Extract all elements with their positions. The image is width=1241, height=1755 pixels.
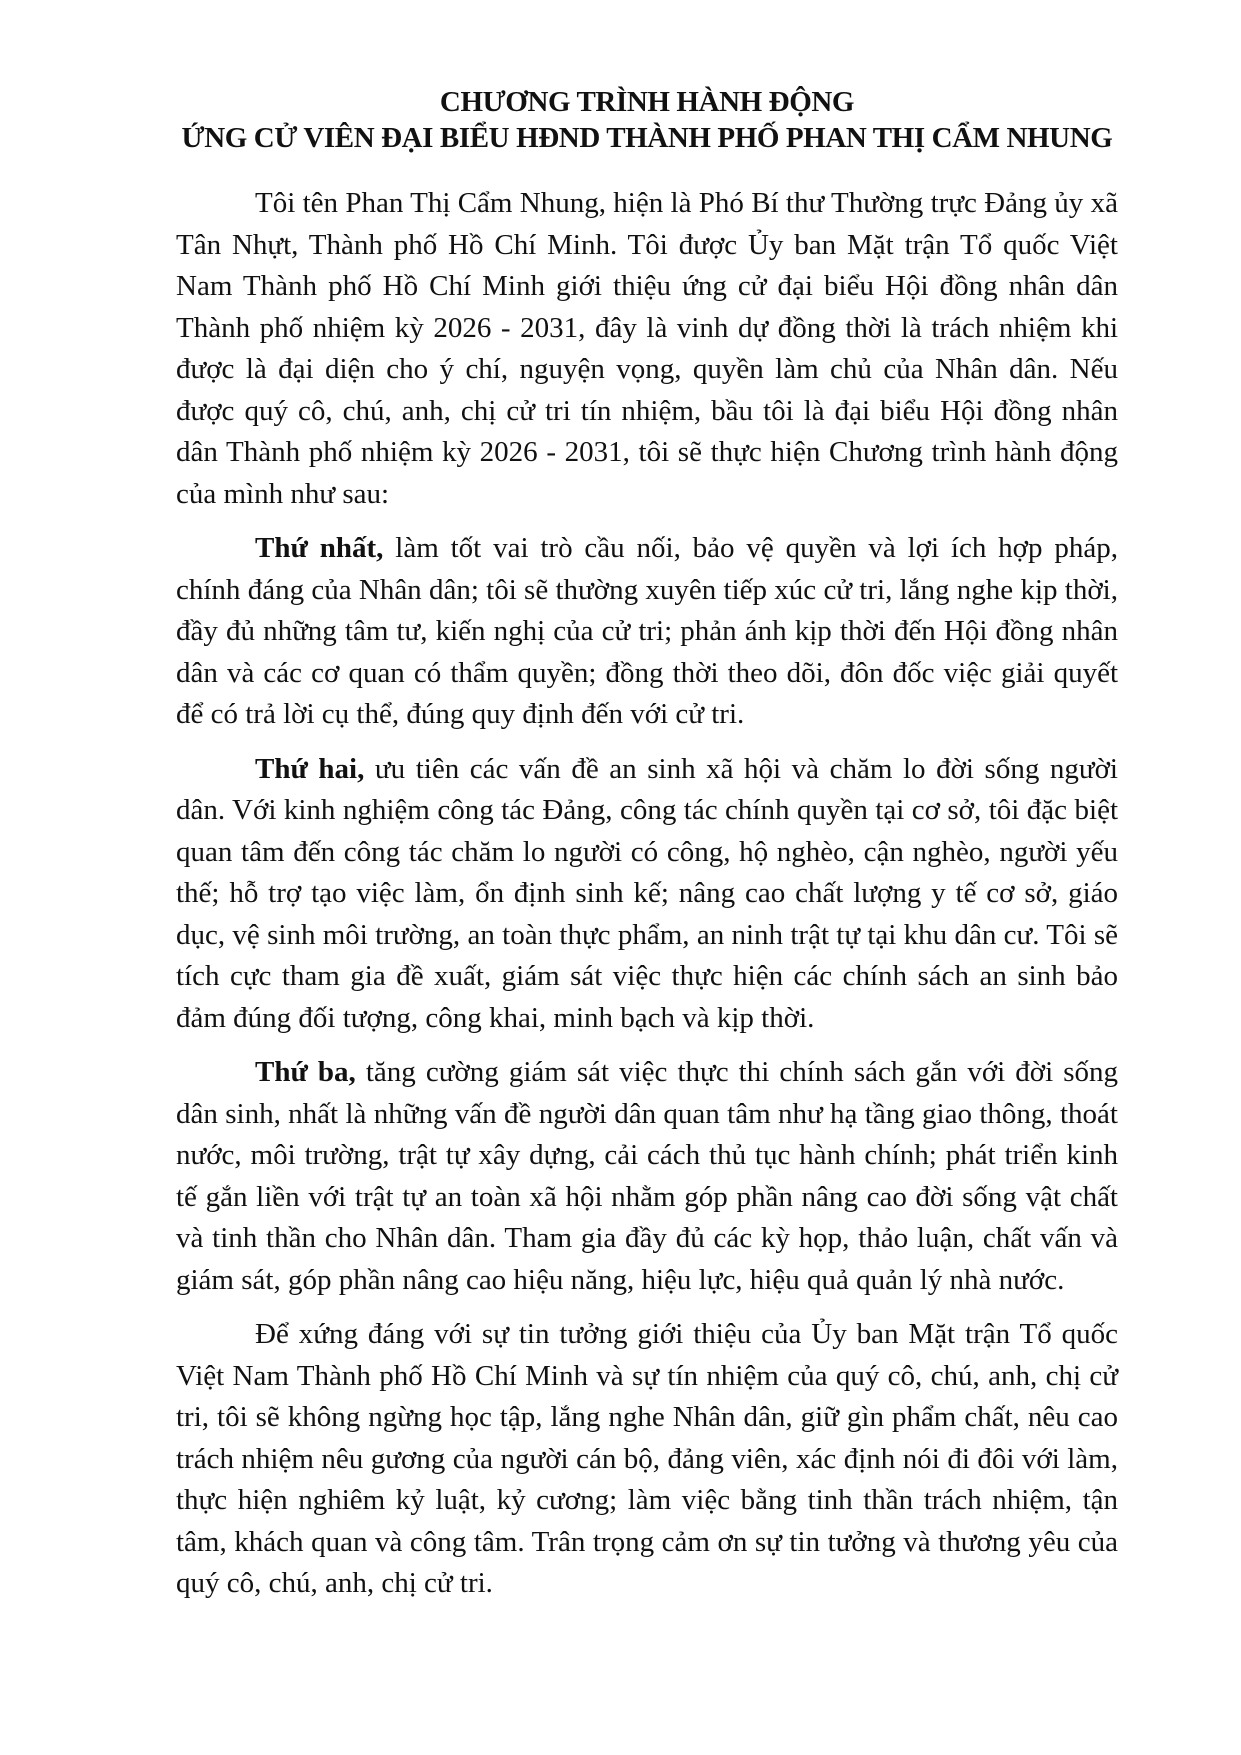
paragraph-text: Tôi tên Phan Thị Cẩm Nhung, hiện là Phó Bí thư Thường trực Đảng ủy xã Tân Nhựt, Thành phố Hồ Chí Minh. Tôi được Ủy ban Mặt trận Tổ quốc Việt Nam Thành phố Hồ Chí Minh giới thiệu ứng cử đại biểu Hội đồng nhân dân Thành phố nhiệm kỳ 2026 - 2031, đây là vinh dự đồng thời là trách nhiệm khi được là đại diện cho ý chí, nguyện vọng, quyền làm chủ của Nhân dân. Nếu được quý cô, chú, anh, chị cử tri tín nhiệm, bầu tôi là đại biểu Hội đồng nhân dân Thành phố nhiệm kỳ 2026 - 2031, tôi sẽ thực hiện Chương trình hành động của mình như sau: [176,187,1118,510]
document-body [176,183,1118,1605]
paragraph-text: làm tốt vai trò cầu nối, bảo vệ quyền và lợi ích hợp pháp, chính đáng của Nhân dân; tôi sẽ thường xuyên tiếp xúc cử tri, lắng nghe kịp thời, đầy đủ những tâm tư, kiến nghị của cử tri; phản ánh kịp thời đến Hội đồng nhân dân và các cơ quan có thẩm quyền; đồng thời theo dõi, đôn đốc việc giải quyết để có trả lời cụ thể, đúng quy định đến với cử tri. [176,532,1118,730]
paragraph-lead: Thứ nhất, [255,532,384,564]
document-title-line1: CHƯƠNG TRÌNH HÀNH ĐỘNG [439,86,855,118]
paragraph-third-point [176,1052,1118,1301]
paragraph-lead: Thứ hai, [255,752,365,785]
paragraph-text: Để xứng đáng với sự tin tưởng giới thiệu của Ủy ban Mặt trận Tổ quốc Việt Nam Thành phố Hồ Chí Minh và sự tín nhiệm của quý cô, chú, anh, chị cử tri, tôi sẽ không ngừng học tập, lắng nghe Nhân dân, giữ gìn phẩm chất, nêu cao trách nhiệm nêu gương của người cán bộ, đảng viên, xác định nói đi đôi với làm, thực hiện nghiêm kỷ luật, kỷ cương; làm việc bằng tinh thần trách nhiệm, tận tâm, khách quan và công tâm. Trân trọng cảm ơn sự tin tưởng và thương yêu của quý cô, chú, anh, chị cử tri. [176,1318,1118,1599]
paragraph-first-point [176,528,1118,736]
document-title-line2: ỨNG CỬ VIÊN ĐẠI BIỂU HĐND THÀNH PHỐ PHAN THỊ CẨM NHUNG [181,122,1113,154]
paragraph-lead: Thứ ba, [255,1056,356,1088]
paragraph-closing [176,1314,1118,1605]
document-title [118,84,1176,156]
paragraph-text: tăng cường giám sát việc thực thi chính sách gắn với đời sống dân sinh, nhất là những vấn đề người dân quan tâm như hạ tầng giao thông, thoát nước, môi trường, trật tự xây dựng, cải cách thủ tục hành chính; phát triển kinh tế gắn liền với trật tự an toàn xã hội nhằm góp phần nâng cao đời sống vật chất và tinh thần cho Nhân dân. Tham gia đầy đủ các kỳ họp, thảo luận, chất vấn và giám sát, góp phần nâng cao hiệu năng, hiệu lực, hiệu quả quản lý nhà nước. [176,1056,1118,1296]
document-content [176,84,1118,1605]
paragraph-second-point [176,749,1118,1040]
paragraph-intro [176,183,1118,515]
paragraph-text: ưu tiên các vấn đề an sinh xã hội và chăm lo đời sống người dân. Với kinh nghiệm công tác Đảng, công tác chính quyền tại cơ sở, tôi đặc biệt quan tâm đến công tác chăm lo người có công, hộ nghèo, cận nghèo, người yếu thế; hỗ trợ tạo việc làm, ổn định sinh kế; nâng cao chất lượng y tế cơ sở, giáo dục, vệ sinh môi trường, an toàn thực phẩm, an ninh trật tự tại khu dân cư. Tôi sẽ tích cực tham gia đề xuất, giám sát việc thực hiện các chính sách an sinh bảo đảm đúng đối tượng, công khai, minh bạch và kịp thời. [176,752,1118,1034]
